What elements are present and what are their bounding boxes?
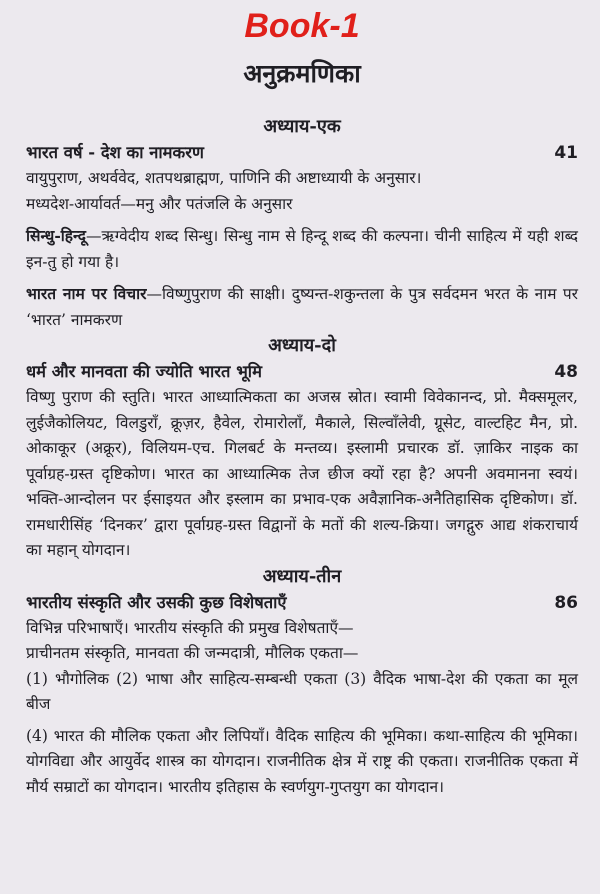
page-number: 48 — [554, 362, 578, 382]
page-number: 86 — [554, 592, 578, 613]
chapter-text: (1) भौगोलिक (2) भाषा और साहित्य-सम्बन्धी एकता (3) वैदिक भाषा-देश की एकता का मूल बीज — [26, 669, 578, 713]
chapter-text: विष्णु पुराण की स्तुति। भारत आध्यात्मिकता का अजस्र स्रोत। स्वामी विवेकानन्द, प्रो. मैक्समूलर, लुईजैकोलियट, विलडुराँ, क्रूज़र, हैवेल, रोमारोलाँ, मैकाले, सिल्वाँलेवी, ग्रूसेट, वाल्टहिट मैन, प्रो. ओकाकूर (अक्रूर), विलियम-एच. गिलबर्ट के मन्तव्य। इस्लामी प्रचारक डॉ. ज़ाकिर नाइक का पूर्वाग्रह-ग्रस्त दृष्टिकोण। भारत का आध्यात्मिक तेज छीज क्यों रहा है? अपनी अवमानना स्वयं। भक्ति-आन्दोलन पर ईसाइयत और इस्लाम का प्रभाव-एक अवैज्ञानिक-अनैतिहासिक दृष्टिकोण। डॉ. रामधारीसिंह ‘दिनकर’ द्वारा पूर्वाग्रह-ग्रस्त विद्वानों के मतों की शल्य-क्रिया। जगद्गुरु आद्य शंकराचार्य का महान् योगदान। — [26, 388, 578, 559]
page-title: अनुक्रमणिका — [243, 59, 361, 88]
chapter-text: प्राचीनतम संस्कृति, मानवता की जन्मदात्री, मौलिक एकता— — [26, 644, 359, 662]
chapter-topic: भारत वर्ष - देश का नामकरण — [26, 143, 204, 162]
chapter-heading: अध्याय-तीन — [262, 565, 342, 587]
chapter-topic: धर्म और मानवता की ज्योति भारत भूमि — [26, 362, 262, 381]
chapter-heading: अध्याय-दो — [268, 335, 336, 356]
chapter-topic-row — [26, 359, 578, 385]
chapter-text: विभिन्न परिभाषाएँ। भारतीय संस्कृति की प्रमुख विशेषताएँ— — [26, 618, 354, 637]
chapter-topic-row — [26, 140, 578, 166]
chapter-heading: अध्याय-एक — [263, 116, 341, 137]
subtopic-text: —ऋग्वेदीय शब्द सिन्धु। सिन्धु नाम से हिन्दू शब्द की कल्पना। चीनी साहित्य में यही शब्द इन-तु हो गया है। — [26, 227, 578, 271]
subtopic-label: भारत नाम पर विचार — [26, 284, 147, 303]
subtopic-label: सिन्धु-हिन्दू — [26, 226, 87, 245]
chapter-text — [26, 223, 578, 275]
subtopic-text: —विष्णुपुराण की साक्षी। दुष्यन्त-शकुन्तला के पुत्र सर्वदमन भरत के नाम पर ‘भारत’ नामकरण — [26, 285, 578, 329]
chapter-text: (4) भारत की मौलिक एकता और लिपियाँ। वैदिक साहित्य की भूमिका। कथा-साहित्य की भूमिका। योगविद्या और आयुर्वेद शास्त्र का योगदान। राजनीतिक क्षेत्र में राष्ट्र की एकता। राजनीतिक एकता में मौर्य सम्राटों का योगदान। भारतीय इतिहास के स्वर्णयुग-गुप्तयुग का योगदान। — [26, 726, 578, 796]
chapter-topic-row — [26, 590, 578, 616]
book-label: Book-1 — [244, 7, 360, 45]
page-number: 41 — [554, 143, 578, 163]
chapter-text: वायुपुराण, अथर्ववेद, शतपथब्राह्मण, पाणिनि की अष्टाध्यायी के अनुसार। — [26, 169, 422, 187]
chapter-topic: भारतीय संस्कृति और उसकी कुछ विशेषताएँ — [26, 592, 287, 612]
chapter-text: मध्यदेश-आर्यावर्त—मनु और पतंजलि के अनुसार — [26, 194, 293, 213]
chapter-text — [26, 281, 578, 333]
